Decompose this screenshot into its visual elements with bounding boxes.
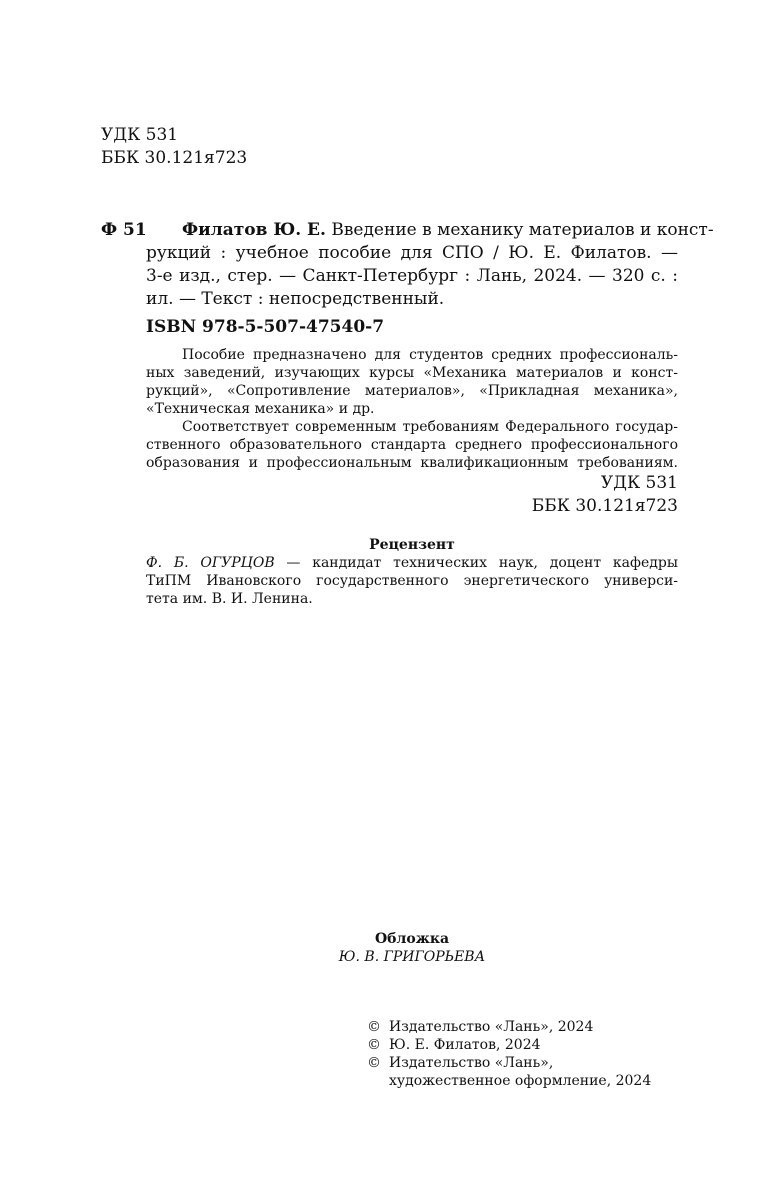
- annotation: [146, 346, 678, 472]
- copyright-line: © Издательство «Лань»,: [367, 1055, 554, 1071]
- copyright-line: © Ю. Е. Филатов, 2024: [367, 1037, 541, 1053]
- copyright-icon: ©: [367, 1055, 381, 1071]
- copyright-icon: ©: [367, 1019, 381, 1035]
- bbk-code: ББК 30.121я723: [101, 148, 248, 168]
- catalog-line-1: Филатов Ю. Е. Введение в механику материалов и конст-: [182, 220, 714, 240]
- reviewer-line-2: ТиПМ Ивановского государственного энергетического универси-: [146, 573, 678, 589]
- reviewer-name: Ф. Б. ОГУРЦОВ: [146, 555, 275, 571]
- copyright-continuation: художественное оформление, 2024: [389, 1073, 652, 1089]
- reviewer-line-1: Ф. Б. ОГУРЦОВ — кандидат технических наук, доцент кафедры: [146, 555, 678, 571]
- annotation-line: рукций», «Сопротивление материалов», «Прикладная механика»,: [146, 383, 678, 399]
- classification-bottom: [532, 472, 678, 518]
- bbk-code: ББК 30.121я723: [531, 496, 678, 516]
- catalog-line-4: ил. — Текст : непосредственный.: [146, 289, 445, 309]
- cover-heading: Обложка: [374, 931, 450, 947]
- annotation-line: ных заведений, изучающих курсы «Механика материалов и конст-: [146, 365, 678, 381]
- copyright-line: © Издательство «Лань», 2024: [367, 1019, 594, 1035]
- author-sign: Ф 51: [101, 220, 147, 240]
- cover-block: [146, 930, 678, 966]
- classification-top: [101, 124, 247, 170]
- udk-code: УДК 531: [600, 473, 678, 493]
- copyright-block: [367, 1018, 651, 1090]
- annotation-line: образования и профессиональным квалификационным требованиям.: [146, 455, 678, 471]
- annotation-line: «Техническая механика» и др.: [146, 401, 375, 417]
- catalog-line-3: 3-е изд., стер. — Санкт-Петербург : Лань, 2024. — 320 с. :: [146, 266, 678, 286]
- reviewer-block: [146, 536, 678, 608]
- cover-artist: Ю. В. ГРИГОРЬЕВА: [338, 949, 486, 965]
- udk-code: УДК 531: [101, 125, 179, 145]
- catalog-line-2: рукций : учебное пособие для СПО / Ю. Е. Филатов. —: [146, 243, 678, 263]
- reviewer-line-3: тета им. В. И. Ленина.: [146, 591, 313, 607]
- annotation-line: Пособие предназначено для студентов средних профессиональ-: [182, 347, 678, 363]
- annotation-line: ственного образовательного стандарта среднего профессионального: [146, 437, 678, 453]
- catalog-author: Филатов Ю. Е.: [182, 220, 326, 240]
- copyright-icon: ©: [367, 1037, 381, 1053]
- isbn: ISBN 978-5-507-47540-7: [146, 317, 385, 337]
- annotation-line: Соответствует современным требованиям Федерального государ-: [182, 419, 678, 435]
- catalog-entry: [146, 219, 714, 311]
- reviewer-heading: Рецензент: [369, 537, 455, 553]
